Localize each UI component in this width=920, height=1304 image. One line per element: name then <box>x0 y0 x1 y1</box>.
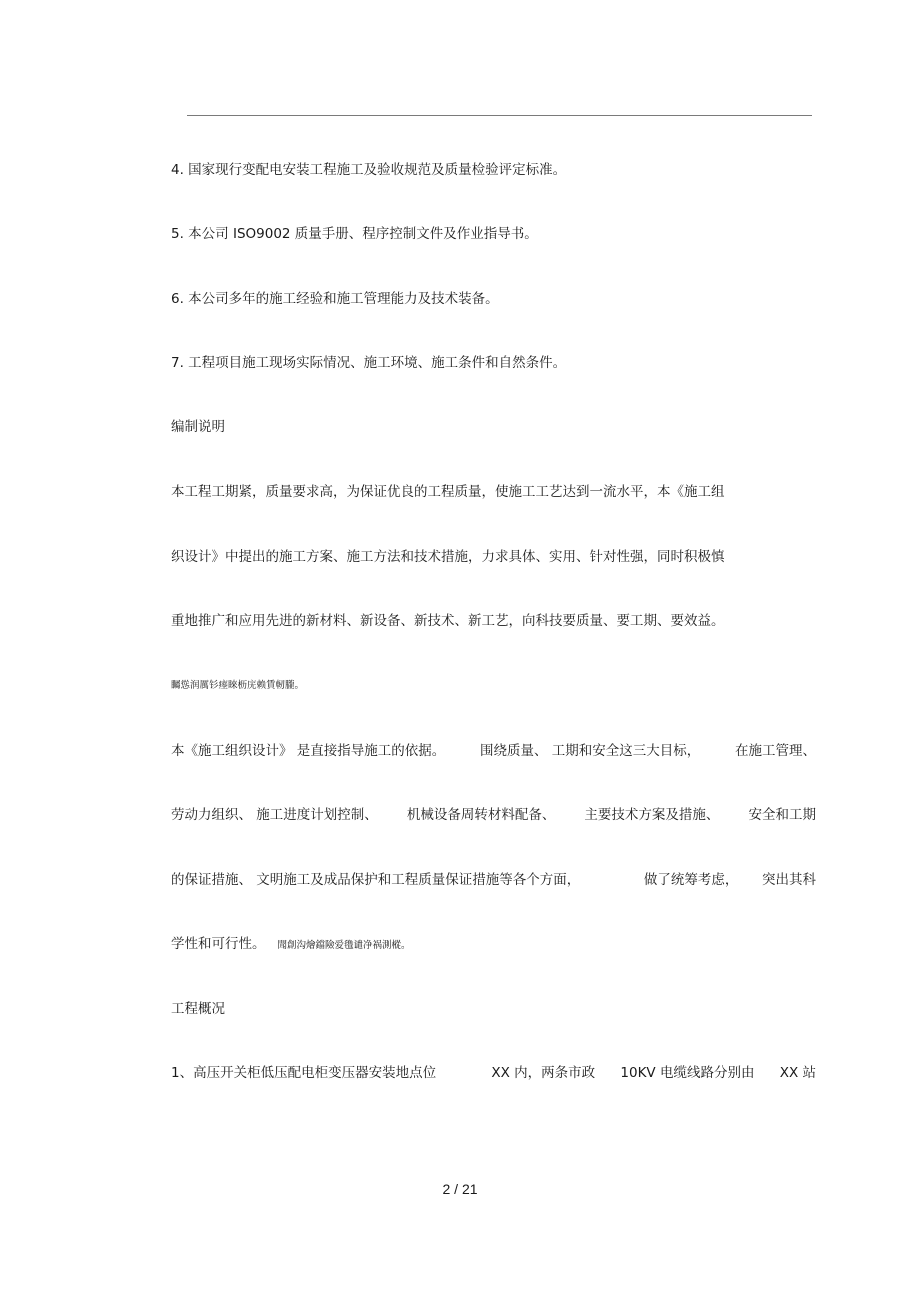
list-item-4: 4. 国家现行变配电安装工程施工及验收规范及质量检验评定标准。 <box>171 162 567 178</box>
text-segment: 的保证措施、 文明施工及成品保护和工程质量保证措施等各个方面， <box>171 872 581 888</box>
garbled-text: 矚慫润厲钐瘗睞枥庑赖賃軔朧。 <box>171 680 305 691</box>
paragraph-line <box>171 806 816 824</box>
text-segment: 突出其科 <box>761 872 816 888</box>
paragraph-line <box>171 871 816 889</box>
text-segment: 做了统筹考虑， <box>643 872 739 888</box>
page-number: 2 / 21 <box>442 1181 478 1197</box>
section-heading-overview: 工程概况 <box>171 1001 225 1017</box>
paragraph-line: 本工程工期紧，质量要求高，为保证优良的工程质量，使施工工艺达到一流水平，本《施工组 <box>171 484 725 500</box>
paragraph-line <box>171 742 816 760</box>
text-segment: 1、高压开关柜低压配电柜变压器安装地点位 <box>171 1065 437 1081</box>
list-item-7: 7. 工程项目施工现场实际情况、施工环境、施工条件和自然条件。 <box>171 355 567 371</box>
paragraph-line <box>171 935 411 953</box>
text-segment: 在施工管理、 <box>735 743 816 759</box>
text-segment: XX 站 <box>779 1065 816 1081</box>
garbled-text: 聞創沟燴鐺險爱氇谴净祸測樅。 <box>277 940 411 951</box>
text-segment: 安全和工期 <box>748 807 816 823</box>
text-segment: 主要技术方案及措施、 <box>584 807 720 823</box>
text-segment: 机械设备周转材料配备、 <box>406 807 556 823</box>
text-segment: XX 内，两条市政 <box>491 1065 596 1081</box>
text-segment: 本《施工组织设计》 是直接指导施工的依据。 <box>171 743 446 759</box>
list-item-6: 6. 本公司多年的施工经验和施工管理能力及技术装备。 <box>171 291 499 307</box>
paragraph-line <box>171 1064 816 1082</box>
list-item-5: 5. 本公司 ISO9002 质量手册、程序控制文件及作业指导书。 <box>171 226 538 242</box>
text-segment: 劳动力组织、 施工进度计划控制、 <box>171 807 378 823</box>
text-segment: 围绕质量、 工期和安全这三大目标， <box>480 743 701 759</box>
text-segment: 10KV 电缆线路分别由 <box>620 1065 755 1081</box>
section-heading-compilation: 编制说明 <box>171 419 225 435</box>
paragraph-line: 织设计》中提出的施工方案、施工方法和技术措施，力求具体、实用、针对性强，同时积极慎 <box>171 549 725 565</box>
header-rule <box>187 115 812 116</box>
text-segment: 学性和可行性。 <box>171 936 266 952</box>
paragraph-line: 重地推广和应用先进的新材料、新设备、新技术、新工艺，向科技要质量、要工期、要效益。 <box>171 613 725 629</box>
